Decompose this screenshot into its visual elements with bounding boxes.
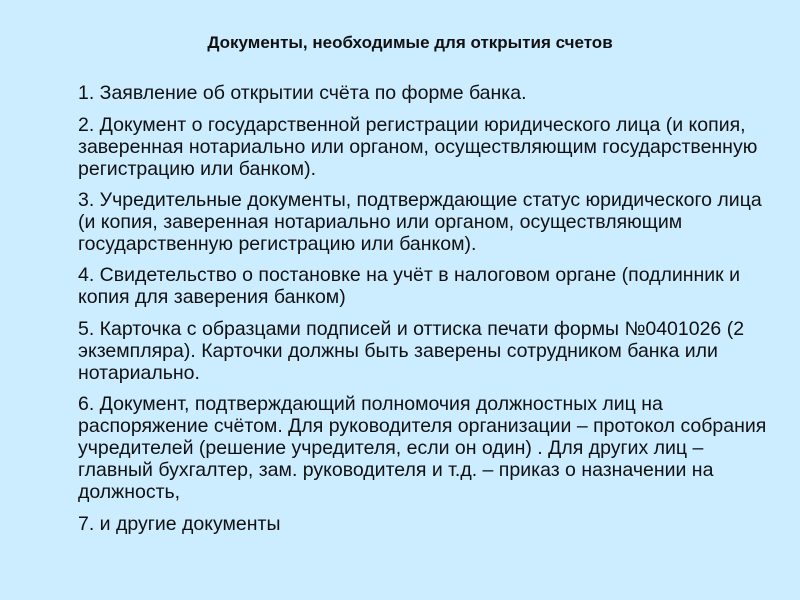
document-list-item: 3. Учредительные документы, подтверждающие статус юридического лица (и копия, заверенная нотариально или органом, осуществляющим государственную регистрацию или банком). — [78, 189, 762, 255]
document-list-item: 6. Документ, подтверждающий полномочия должностных лиц на распоряжение счётом. Для руководителя организации – протокол собрания учредителей (решение учредителя, если он один) . Для других лиц – главный бухгалтер, зам. руководителя и т.д. – приказ о назначении на должность, — [78, 393, 767, 503]
document-list-item: 7. и другие документы — [78, 513, 281, 535]
slide-title: Документы, необходимые для открытия счетов — [207, 33, 613, 52]
document-list-item: 4. Свидетельство о постановке на учёт в налоговом органе (подлинник и копия для заверения банком) — [78, 264, 741, 308]
document-list-item: 5. Карточка с образцами подписей и оттиска печати формы №0401026 (2 экземпляра). Карточки должны быть заверены сотрудником банка или нотариально. — [78, 318, 745, 384]
document-list-item: 1. Заявление об открытии счёта по форме банка. — [78, 82, 527, 104]
document-list-item: 2. Документ о государственной регистрации юридического лица (и копия, заверенная нотариально или органом, осуществляющим государственную регистрацию или банком). — [78, 114, 758, 180]
document-list — [78, 82, 768, 543]
